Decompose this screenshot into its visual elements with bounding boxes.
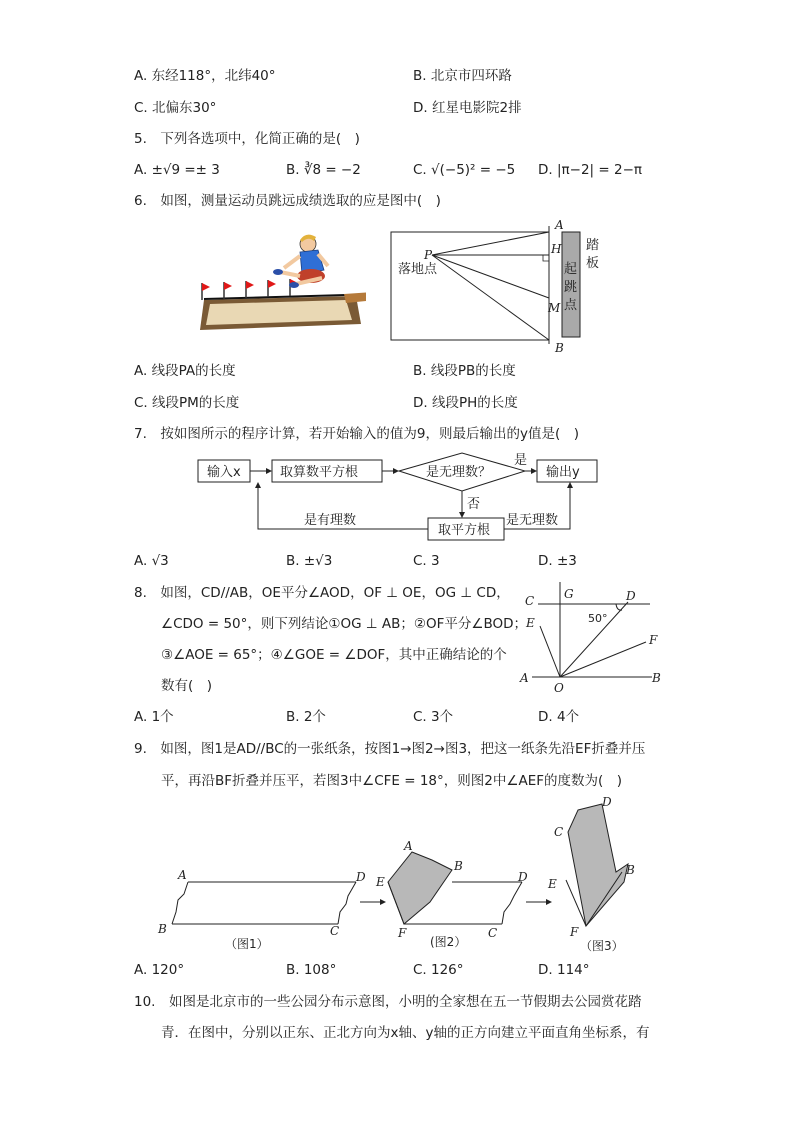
box-output-label: 输出y xyxy=(546,465,580,480)
q4-option-d: D. 红星电影院2排 xyxy=(413,100,522,116)
label-takeoff-2: 跳 xyxy=(564,280,578,295)
fig2-label-f: F xyxy=(398,926,407,940)
q6-option-b: B. 线段PB的长度 xyxy=(413,363,516,379)
label-p: P xyxy=(424,248,433,262)
fig3-label-b: B xyxy=(626,863,635,877)
label-yes: 是 xyxy=(514,453,528,468)
q5-option-c: C. √(−5)² = −5 xyxy=(413,162,516,178)
label-board-1: 踏 xyxy=(586,238,600,253)
athlete xyxy=(273,235,328,288)
segment-pa xyxy=(432,232,549,255)
label-no: 否 xyxy=(467,497,481,512)
q8-line-3: ③∠AOE = 65°；④∠GOE = ∠DOF，其中正确结论的个 xyxy=(161,647,507,663)
decision-label: 是无理数？ xyxy=(426,465,492,480)
label-rational: 是有理数 xyxy=(304,513,357,528)
fig2-label-d: D xyxy=(518,870,528,884)
fig1-strip xyxy=(157,868,366,938)
label-g: G xyxy=(564,587,574,601)
q7-option-c: C. 3 xyxy=(413,553,440,569)
q6-option-a: A. 线段PA的长度 xyxy=(134,363,236,379)
fig2-label-e: E xyxy=(376,875,385,889)
label-h: H xyxy=(551,242,562,256)
q7-option-d: D. ±3 xyxy=(538,553,577,569)
fig2-label-a: A xyxy=(404,839,413,853)
fig1-caption: （图1） xyxy=(225,937,269,951)
segment-oe xyxy=(540,626,560,677)
q4-option-c: C. 北偏东30° xyxy=(134,100,217,116)
box-arith-sqrt-label: 取算数平方根 xyxy=(280,465,359,480)
q9-folding-figures xyxy=(150,790,670,956)
q5-option-b: B. ∛8 = −2 xyxy=(286,162,361,178)
label-d: D xyxy=(626,589,636,603)
q6-option-c: C. 线段PM的长度 xyxy=(134,395,240,411)
fig2-folded-part xyxy=(388,852,452,924)
fig3-caption: （图3） xyxy=(580,939,624,953)
label-f: F xyxy=(649,633,658,647)
q7-flowchart xyxy=(190,450,610,545)
segment-pb xyxy=(432,255,549,340)
label-a: A xyxy=(555,218,564,232)
q8-option-d: D. 4个 xyxy=(538,709,580,725)
q8-option-a: A. 1个 xyxy=(134,709,174,725)
box-input-label: 输入x xyxy=(207,465,241,480)
q6-geometry-figure xyxy=(384,218,624,358)
label-b: B xyxy=(555,341,564,355)
angle-50: 50° xyxy=(588,612,608,625)
label-o: O xyxy=(554,681,564,695)
fig2-caption: (图2） xyxy=(430,935,467,949)
label-takeoff-3: 点 xyxy=(564,298,578,313)
takeoff-board xyxy=(344,292,366,303)
fig2-strip xyxy=(375,839,528,940)
q8-option-c: C. 3个 xyxy=(413,709,454,725)
fig3-label-e: E xyxy=(548,877,557,891)
fig3-label-f: F xyxy=(570,925,579,939)
q9-option-b: B. 108° xyxy=(286,962,337,978)
label-c: C xyxy=(525,594,535,608)
fig3-label-c: C xyxy=(554,825,564,839)
q8-line-1: 8. 如图，CD//AB，OE平分∠AOD，OF ⊥ OE，OG ⊥ CD， xyxy=(134,585,510,601)
q5-option-a: A. ±√9 =± 3 xyxy=(134,162,220,178)
q7-option-b: B. ±√3 xyxy=(286,553,333,569)
q8-option-b: B. 2个 xyxy=(286,709,326,725)
fig1-label-a: A xyxy=(178,868,187,882)
label-b: B xyxy=(652,671,661,685)
q10-line-2: 青．在图中，分别以正东、正北方向为x轴、y轴的正方向建立平面直角坐标系，有 xyxy=(161,1025,650,1041)
fig2-label-b: B xyxy=(454,859,463,873)
q8-line-4: 数有( ) xyxy=(161,678,213,694)
q8-angle-figure xyxy=(516,578,666,696)
label-board-2: 板 xyxy=(586,256,600,271)
q7-stem: 7. 按如图所示的程序计算，若开始输入的值为9，则最后输出的y值是( ) xyxy=(134,426,579,442)
box-take-sqrt-label: 取平方根 xyxy=(438,523,491,538)
segment-of xyxy=(560,642,646,677)
q8-line-2: ∠CDO = 50°，则下列结论①OG ⊥ AB；②OF平分∠BOD； xyxy=(161,616,528,632)
q7-option-a: A. √3 xyxy=(134,553,169,569)
landing-area xyxy=(391,232,549,340)
q5-stem: 5. 下列各选项中，化简正确的是( ) xyxy=(134,131,360,147)
q4-option-a: A. 东经118°，北纬40° xyxy=(134,68,276,84)
label-takeoff-1: 起 xyxy=(564,262,578,277)
label-m: M xyxy=(548,301,561,315)
q9-option-c: C. 126° xyxy=(413,962,464,978)
label-landing-point: 落地点 xyxy=(398,262,438,277)
fig3-strip xyxy=(547,795,635,939)
label-irrational: 是无理数 xyxy=(506,513,559,528)
q9-option-d: D. 114° xyxy=(538,962,590,978)
q4-option-b: B. 北京市四环路 xyxy=(413,68,512,84)
q9-line-1: 9. 如图，图1是AD//BC的一张纸条，按图1→图2→图3，把这一纸条先沿EF折叠并压 xyxy=(134,741,646,757)
label-a: A xyxy=(520,671,529,685)
q5-option-d: D. |π−2| = 2−π xyxy=(538,162,643,178)
fig2-label-c: C xyxy=(488,926,498,940)
q9-option-a: A. 120° xyxy=(134,962,185,978)
q6-stem: 6. 如图，测量运动员跳远成绩选取的应是图中( ) xyxy=(134,193,441,209)
label-e: E xyxy=(526,616,535,630)
long-jump-illustration xyxy=(196,228,366,333)
fig1-label-d: D xyxy=(356,870,366,884)
q9-line-2: 平，再沿BF折叠并压平，若图3中∠CFE = 18°，则图2中∠AEF的度数为( ) xyxy=(161,773,623,789)
fig1-label-c: C xyxy=(330,924,340,938)
segment-pm xyxy=(432,255,549,298)
right-angle-mark xyxy=(543,255,549,261)
fig3-label-d: D xyxy=(602,795,612,809)
fig1-label-b: B xyxy=(158,922,167,936)
q6-option-d: D. 线段PH的长度 xyxy=(413,395,518,411)
q10-line-1: 10. 如图是北京市的一些公园分布示意图，小明的全家想在五一节假期去公园赏花踏 xyxy=(134,994,642,1010)
